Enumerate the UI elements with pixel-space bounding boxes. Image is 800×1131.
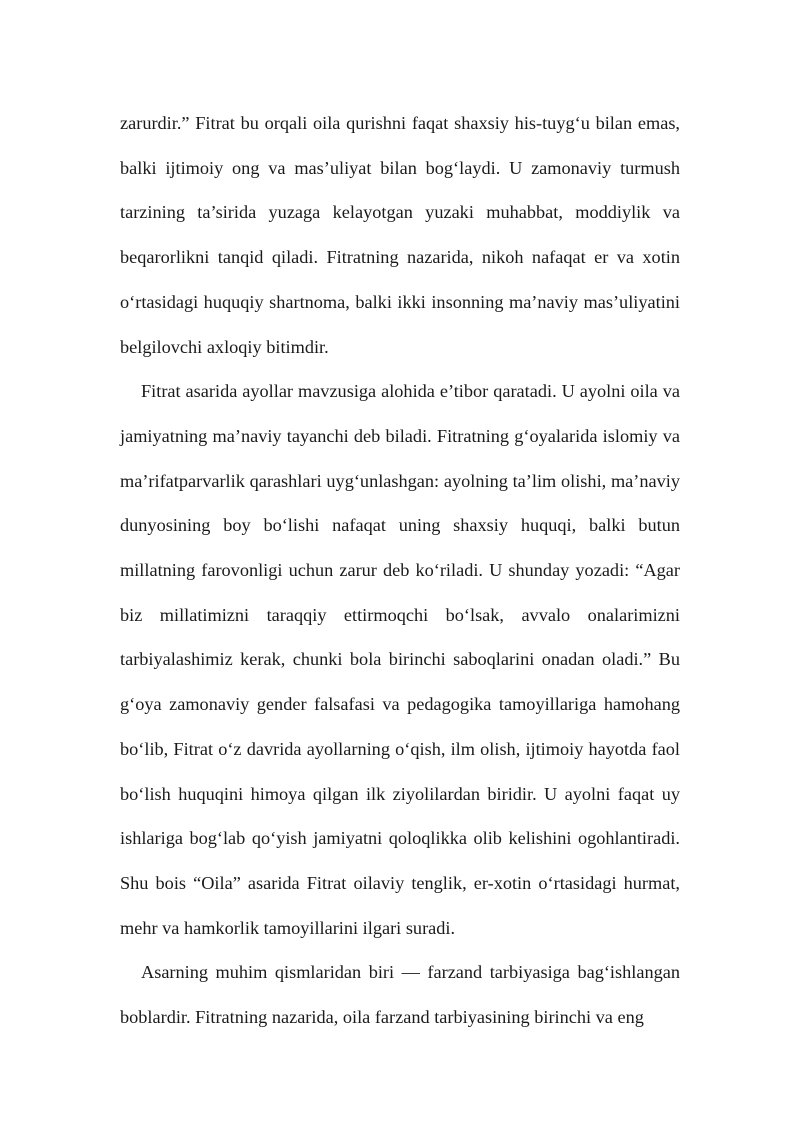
- paragraph-child-upbringing: Asarning muhim qismlaridan biri — farzand tarbiyasiga bag‘ishlangan boblardir. Fitratning nazarida, oila farzand tarbiyasining birinchi va eng: [120, 962, 680, 1028]
- paragraph-continuation: zarurdir.” Fitrat bu orqali oila qurishni faqat shaxsiy his-tuyg‘u bilan emas, balki ijtimoiy ong va mas’uliyat bilan bog‘laydi. U zamonaviy turmush tarzining ta’sirida yuzaga kelayotgan yuzaki muhabbat, moddiylik va beqarorlikni tanqid qiladi. Fitratning nazarida, nikoh nafaqat er va xotin o‘rtasidagi huquqiy shartnoma, balki ikki insonning ma’naviy mas’uliyatini belgilovchi axloqiy bitimdir.: [120, 113, 680, 357]
- paragraph-women-topic: Fitrat asarida ayollar mavzusiga alohida e’tibor qaratadi. U ayolni oila va jamiyatning ma’naviy tayanchi deb biladi. Fitratning g‘oyalarida islomiy va ma’rifatparvarlik qarashlari uyg‘unlashgan: ayolning ta’lim olishi, ma’naviy dunyosining boy bo‘lishi nafaqat uning shaxsiy huquqi, balki butun millatning farovonligi uchun zarur deb ko‘riladi. U shunday yozadi: “Agar biz millatimizni taraqqiy ettirmoqchi bo‘lsak, avvalo onalarimizni tarbiyalashimiz kerak, chunki bola birinchi saboqlarini onadan oladi.” Bu g‘oya zamonaviy gender falsafasi va pedagogika tamoyillariga hamohang bo‘lib, Fitrat o‘z davrida ayollarning o‘qish, ilm olish, ijtimoiy hayotda faol bo‘lish huquqini himoya qilgan ilk ziyolilardan biridir. U ayolni faqat uy ishlariga bog‘lab qo‘yish jamiyatni qoloqlikka olib kelishini ogohlantiradi. Shu bois “Oila” asarida Fitrat oilaviy tenglik, er-xotin o‘rtasidagi hurmat, mehr va hamkorlik tamoyillarini ilgari suradi.: [120, 381, 680, 938]
- document-body: [120, 101, 680, 1040]
